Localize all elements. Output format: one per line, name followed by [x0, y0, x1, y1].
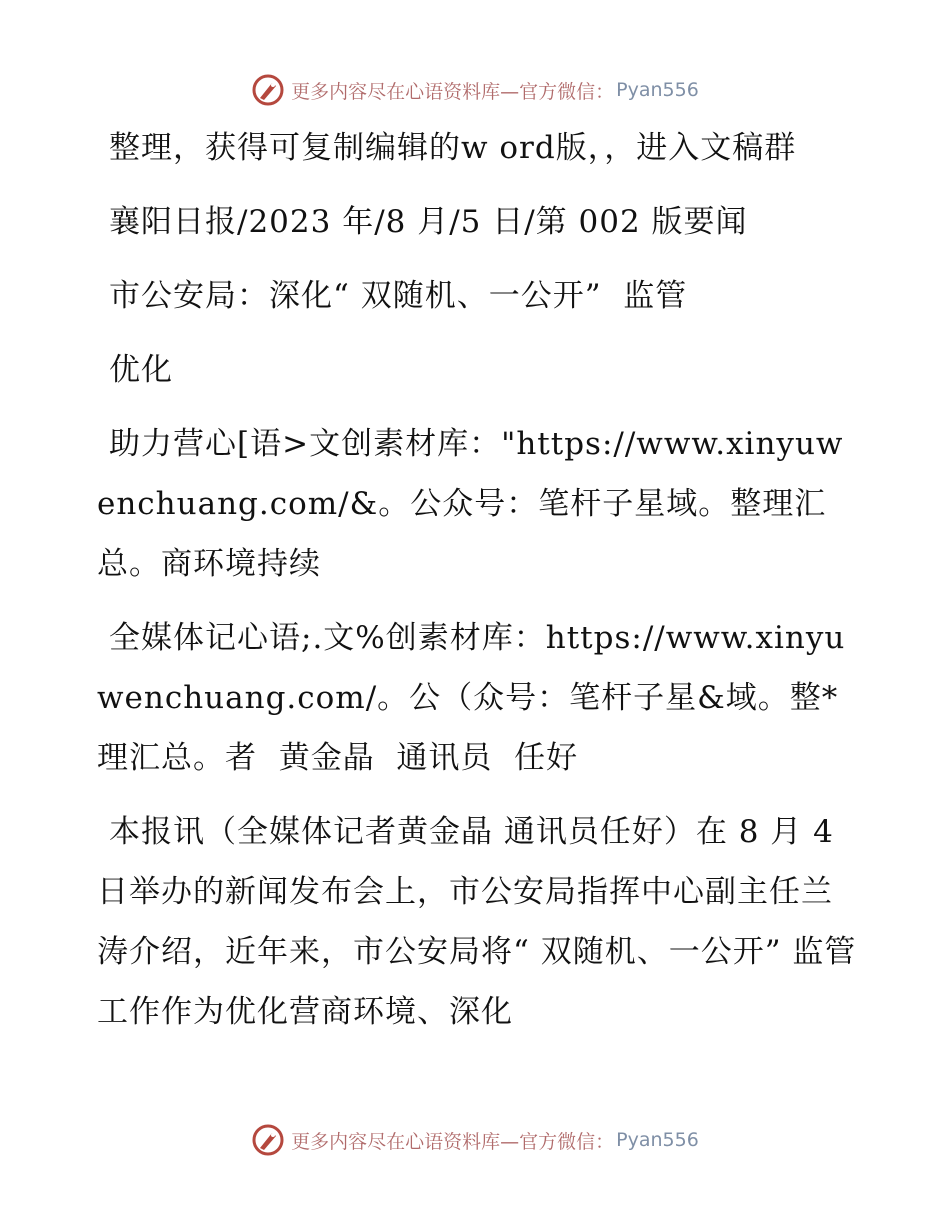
document-body — [97, 118, 857, 1056]
paragraph-byline: 全媒体记心语;.文%创素材库：https://www.xinyuwenchuang.com/。公（众号：笔杆子星&域。整*理汇总。者 黄金晶 通讯员 任好 — [97, 620, 846, 776]
banner-text: 更多内容尽在心语资料库—官方微信： — [291, 80, 615, 103]
paragraph-intro: 整理，获得可复制编辑的w ord版，，进入文稿群 — [109, 130, 797, 166]
paragraph-headline: 市公安局：深化“ 双随机、一公开” 监管 — [109, 278, 688, 314]
header-watermark-banner — [0, 70, 950, 110]
paragraph-source-line: 襄阳日报/2023 年/8 月/5 日/第 002 版要闻 — [109, 204, 748, 240]
paragraph-lead: 本报讯（全媒体记者黄金晶 通讯员任好）在 8 月 4 日举办的新闻发布会上，市公安局指挥中心副主任兰涛介绍，近年来，市公安局将“ 双随机、一公开” 监管工作作为优化营商环境、深化 — [97, 814, 857, 1030]
paragraph-subheadline: 助力营心[语>文创素材库："https://www.xinyuwenchuang.com/&。公众号：笔杆子星域。整理汇总。商环境持续 — [97, 426, 844, 582]
footer-watermark-banner — [0, 1120, 950, 1160]
banner-wechat-id: Pyan556 — [616, 1129, 699, 1151]
pen-nib-logo-icon — [251, 73, 285, 107]
pen-nib-logo-icon — [251, 1123, 285, 1157]
banner-text: 更多内容尽在心语资料库—官方微信： — [291, 1130, 615, 1153]
banner-wechat-id: Pyan556 — [616, 79, 699, 101]
paragraph-headline-continued: 优化 — [109, 352, 173, 388]
